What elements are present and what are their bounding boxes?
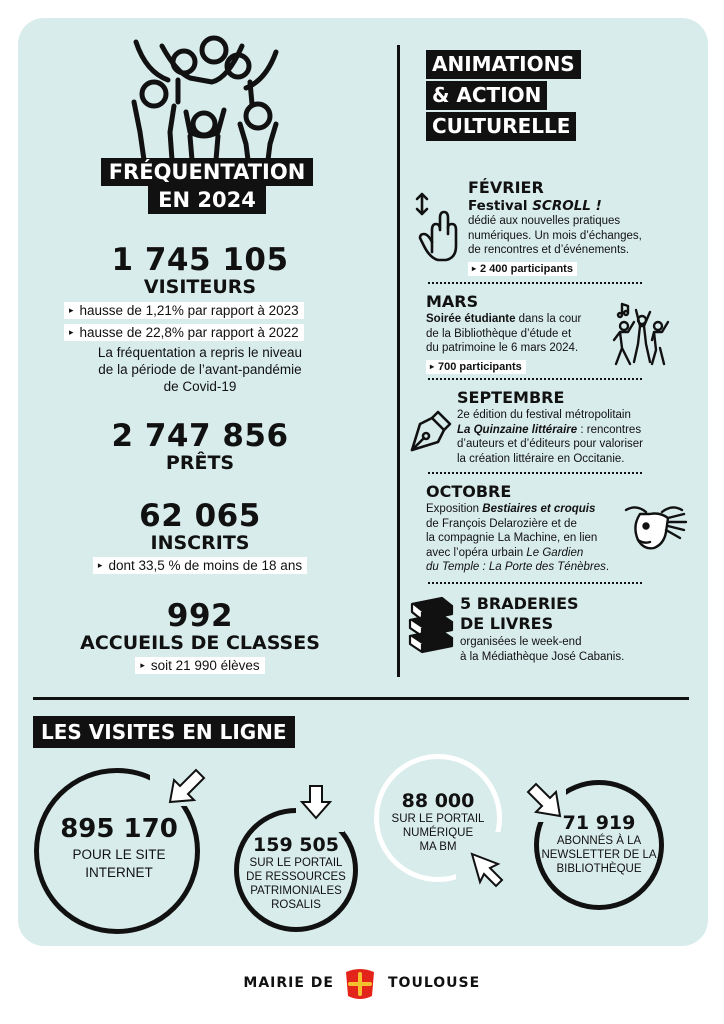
loans-label: PRÊTS	[165, 452, 235, 474]
online-visits-title: LES VISITES EN LIGNE	[33, 716, 295, 748]
footer-mairie-de: MAIRIE DE	[243, 975, 334, 991]
members-label: INSCRITS	[150, 532, 250, 554]
animations-title: ANIMATIONS & ACTION CULTURELLE	[426, 50, 581, 143]
occitan-cross-logo-icon	[342, 966, 378, 1002]
divider-dotted	[428, 582, 642, 584]
visitors-label: VISITEURS	[143, 276, 257, 298]
column-divider	[397, 45, 400, 677]
fountain-pen-icon	[408, 408, 454, 454]
rosalis-stat: 159 505 SUR LE PORTAIL DE RESSOURCES PATRIMONIALES ROSALIS	[246, 834, 346, 911]
mars-participants: ▸ 700 participants	[426, 357, 581, 375]
event-fevrier: FÉVRIER Festival SCROLL ! dédié aux nouvelles pratiques numériques. Un mois d’échanges, de rencontres et d’événements. ▸ 2 400 participants	[468, 178, 642, 277]
dancing-people-icon	[608, 300, 672, 370]
fevrier-headline: Festival SCROLL !	[468, 198, 602, 214]
event-octobre: OCTOBRE Exposition Bestiaires et croquis de François Delarozière et de la compagnie La Machine, en lien avec l’opéra urbain Le Gardien du Temple : La Porte des Ténèbres.	[426, 482, 610, 573]
cursor-arrow-icon	[166, 768, 212, 808]
classes-bullet: ▸ soit 21 990 élèves	[60, 657, 340, 675]
site-stat: 895 170 POUR LE SITE INTERNET	[60, 814, 178, 880]
visitors-note: La fréquentation a repris le niveau de la période de l’avant-pandémie de Covid-19	[97, 345, 303, 394]
frequentation-title	[82, 158, 332, 214]
month-fevrier: FÉVRIER	[468, 178, 544, 197]
section-divider	[33, 697, 689, 700]
visitors-bullet-2022: ▸ hausse de 22,8% par rapport à 2022	[64, 324, 304, 342]
event-mars: MARS Soirée étudiante dans la cour de la Bibliothèque d’étude et du patrimoine le 6 mars 2024. ▸ 700 participants	[426, 292, 581, 375]
people-celebrating-icon	[116, 32, 296, 160]
swipe-hand-icon	[412, 190, 460, 262]
event-braderies: 5 BRADERIES DE LIVRES organisées le week-end à la Médiathèque José Cabanis.	[460, 594, 625, 663]
footer	[0, 964, 724, 1004]
members-number: 62 065	[139, 498, 261, 534]
members-bullet: ▸ dont 33,5 % de moins de 18 ans	[60, 557, 340, 575]
newsletter-stat: 71 919 ABONNÉS À LA NEWSLETTER DE LA BIBLIOTHÈQUE	[541, 812, 657, 875]
month-mars: MARS	[426, 292, 479, 311]
frequentation-title-line1: FRÉQUENTATION	[101, 158, 314, 186]
cursor-arrow-icon	[466, 850, 506, 890]
visitors-number: 1 745 105	[111, 242, 289, 278]
loans-number: 2 747 856	[111, 418, 289, 454]
divider-dotted	[428, 378, 642, 380]
classes-label: ACCUEILS DE CLASSES	[80, 632, 320, 654]
month-octobre: OCTOBRE	[426, 482, 512, 501]
cursor-arrow-icon	[298, 784, 334, 822]
books-stack-icon	[406, 596, 456, 654]
visitors-bullet-2023: ▸ hausse de 1,21% par rapport à 2023	[64, 302, 304, 320]
classes-number: 992	[166, 598, 234, 634]
mabm-stat: 88 000 SUR LE PORTAIL NUMÉRIQUE MA BM	[391, 790, 485, 853]
divider-dotted	[428, 282, 642, 284]
bull-mechanical-icon	[622, 500, 690, 552]
footer-toulouse: TOULOUSE	[388, 975, 481, 991]
month-septembre: SEPTEMBRE	[457, 388, 565, 407]
event-septembre: SEPTEMBRE 2e édition du festival métropolitain La Quinzaine littéraire : rencontres d’auteurs et d’éditeurs pour valoriser la création littéraire en Occitanie.	[457, 388, 644, 465]
divider-dotted	[428, 472, 642, 474]
frequentation-title-line2: EN 2024	[148, 186, 266, 214]
fevrier-participants: ▸ 2 400 participants	[468, 259, 642, 277]
